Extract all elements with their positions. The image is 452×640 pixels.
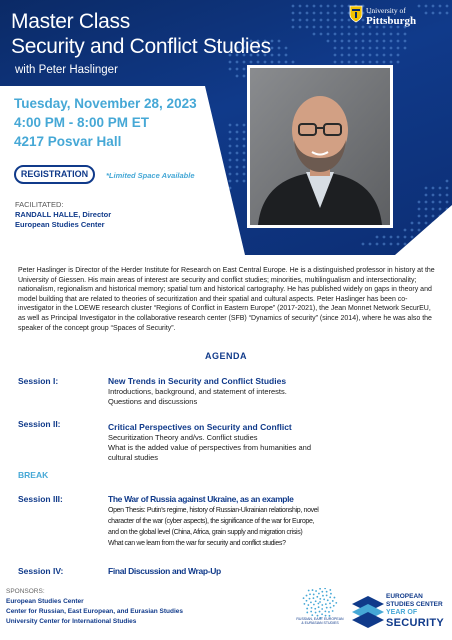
facilitator-label: FACILITATED: [15,200,64,209]
session-line: Questions and discussions [108,397,198,406]
session-line: Open Thesis: Putin’s regime, history of Russian-Ukrainian relationship, novel [108,507,319,514]
facilitator-name: RANDALL HALLE, Director [15,210,112,219]
session-title: New Trends in Security and Conflict Studies [108,376,287,386]
esc-logo-line-1: EUROPEAN [386,593,423,600]
esc-logo-line-2: STUDIES CENTER [386,601,443,608]
speaker-portrait [247,65,393,228]
session-line: What is the added value of perspectives from humanities and [108,443,312,452]
subtitle: with Peter Haslinger [15,64,118,76]
speaker-bio: Peter Haslinger is Director of the Herder Institute for Research on East Central Europe. He is a distinguished professor in history at the University of Giessen. His main areas of interest are security and conflict studies; minorities, multilingualism and intersectionality; nationalism, regionalism and historical memory; spatial turn and historical cartography. He has published widely on gaps in theory and model building that are related to theories of securitization and their spatial and cultural aspects. Peter Haslinger has been co-investigator in the LOEWE research cluster “Regions of Conflict in Eastern Europe” (2017-2021), the Jean Monnet Network SecurEU, as well as Principal Investigator in the collaborative research center (SFB) “Dynamics of security” (since 2014), where he was also the speaker of the concept group “Spaces of Security”. [18,267,435,332]
session-label: Session III: [18,494,63,504]
page-title-line-2: Security and Conflict Studies [11,35,271,58]
session-line: Securitization Theory and/vs. Conflict studies [108,433,258,442]
agenda-heading: AGENDA [204,351,247,361]
session-label: Session IV: [18,566,64,576]
event-location: 4217 Posvar Hall [14,134,122,149]
university-of-pittsburgh-logo [349,4,444,30]
event-time: 4:00 PM - 8:00 PM ET [14,115,150,130]
crees-logo-icon [300,588,340,634]
esc-logo-line-3: YEAR OF [386,609,418,616]
crest-icon [349,5,363,23]
logo-line-1: University of [366,6,406,15]
limited-space-note: *Limited Space Available [106,171,195,180]
session-line: cultural studies [108,453,159,462]
logo-line-2: Pittsburgh [366,15,417,27]
event-date: Tuesday, November 28, 2023 [14,96,197,111]
crees-logo-text: RUSSIAN, EAST EUROPEAN & EURASIAN STUDIES [296,617,344,625]
session-line: and on the global level (China, Africa, grain supply and migration crisis) [108,529,303,536]
session-line: What can we learn from the war for security and conflict studies? [108,540,286,547]
session-title: Critical Perspectives on Security and Conflict [108,422,292,432]
break-label: BREAK [18,470,49,480]
registration-button[interactable]: REGISTRATION [14,165,95,184]
sponsor-item: University Center for International Studies [6,618,137,625]
sponsor-item: Center for Russian, East European, and Eurasian Studies [6,608,183,615]
page-title-line-1: Master Class [11,10,130,33]
sponsor-item: European Studies Center [6,598,84,605]
session-title: The War of Russia against Ukraine, as an example [108,494,294,504]
session-label: Session II: [18,419,61,429]
session-line: Introductions, background, and statement of interests. [108,387,287,396]
session-line: character of the war (cyber aspects), the significance of the war for Europe, [108,518,315,525]
sponsors-label: SPONSORS: [6,588,45,595]
esc-logo-line-4: SECURITY [386,617,445,629]
speaker-photo-illustration [250,68,390,225]
facilitator-org: European Studies Center [15,220,105,229]
session-title: Final Discussion and Wrap-Up [108,566,221,576]
session-label: Session I: [18,376,59,386]
